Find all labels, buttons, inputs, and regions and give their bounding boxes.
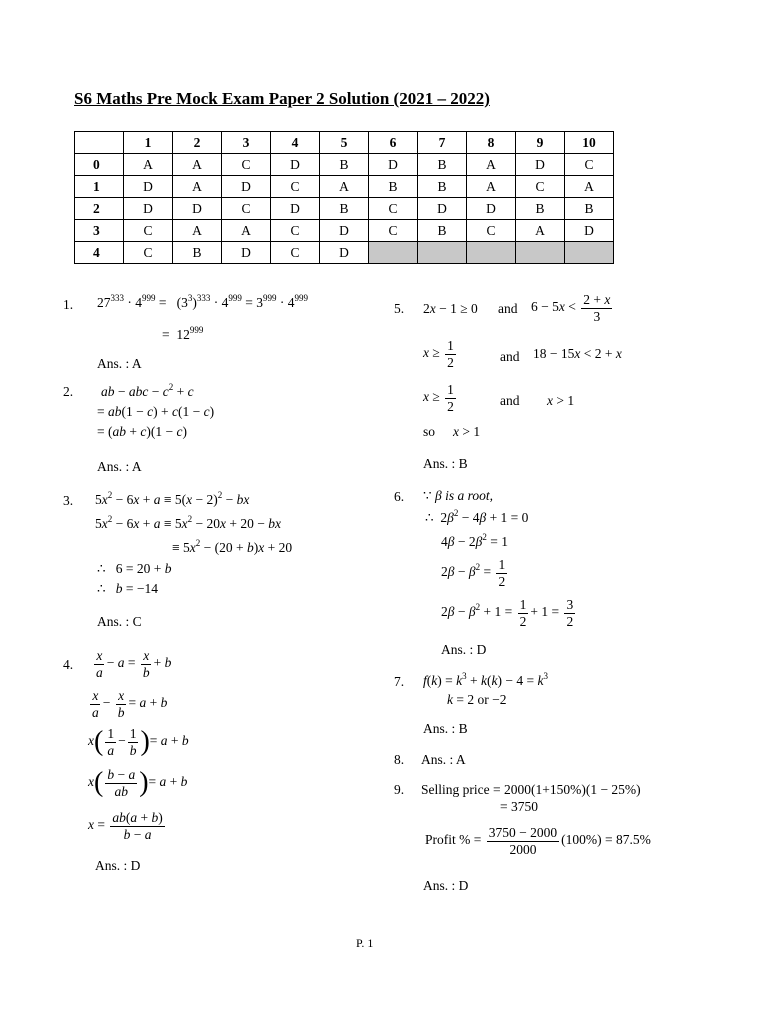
column-header: 1 [124,132,173,154]
answer-cell: D [320,242,369,264]
q5-line1b: 6 − 5x < $\frac{2 + x}{3}$ [531,292,611,324]
q5-answer: Ans. : B [423,456,468,471]
answer-cell: C [124,242,173,264]
answer-cell: D [222,176,271,198]
q7-line1: $f(k) = k^3 + k(k) - 4 = k^3$ [423,671,548,688]
q7-number: 7. [394,674,405,689]
q3-line5: ∴ b = −14 [97,581,158,596]
answer-cell: D [124,176,173,198]
answer-cell: D [369,154,418,176]
table-row [75,198,614,220]
q6-line4: $2\beta - \beta^2$ = $\frac{1}{2}$ [441,557,506,589]
q2-line3: = (ab + c)(1 − c) [97,424,187,439]
column-header: 9 [516,132,565,154]
q1-line2: = $12^{999}$ [162,325,204,342]
q6-is-root: β is a root, [434,488,493,503]
answer-cell: C [124,220,173,242]
answer-cell: C [369,198,418,220]
q9-number: 9. [394,782,405,797]
answer-cell: D [467,198,516,220]
q5-line2b: 18 − 15x < 2 + x [533,346,622,361]
q5-line3a: x ≥ $\frac{1}{2}$ [423,382,454,414]
answer-cell: D [222,242,271,264]
table-row [75,242,614,264]
q5-and-2: and [500,349,520,364]
page-title: S6 Maths Pre Mock Exam Paper 2 Solution (2021 – 2022) [74,89,490,108]
q4-line4: x( $\frac{b - a}{ab}$ )= a + b [88,767,188,799]
q4-line3: x( $\frac{1}{a}$ − $\frac{1}{b}$ )= a + b [88,726,189,758]
q5-and-1: and [498,301,518,316]
answer-cell: B [173,242,222,264]
blank-cell [516,242,565,264]
q9-selling-price: Selling price = 2000(1+150%)(1 − 25%) [421,782,641,797]
q3-line3: ≡ $5x^2 - (20 + b)x + 20$ [172,538,293,555]
answer-cell: C [222,154,271,176]
table-corner [75,132,124,154]
answer-cell: A [173,176,222,198]
answer-cell: A [222,220,271,242]
row-header: 0 [75,154,124,176]
q2-number: 2. [63,384,74,399]
blank-cell [369,242,418,264]
column-header: 3 [222,132,271,154]
q2-line2: = ab(1 − c) + c(1 − c) [97,404,215,419]
answer-cell: B [369,176,418,198]
q3-line4: ∴ 6 = 20 + b [97,561,172,576]
q8-answer: Ans. : A [421,752,466,767]
q5-so: so [423,424,436,439]
table-row [75,220,614,242]
q3-line2: $5x^2 - 6x + a \equiv 5x^2 - 20x + 20$ − bx [95,514,281,531]
q5-line4: x > 1 [453,424,481,439]
q5-and-3: and [500,393,520,408]
row-header: 1 [75,176,124,198]
column-header: 4 [271,132,320,154]
answer-cell: C [271,242,320,264]
answer-cell: D [173,198,222,220]
row-header: 2 [75,198,124,220]
q1-answer: Ans. : A [97,356,142,371]
table-row [75,154,614,176]
answer-cell: D [565,220,614,242]
q4-line1: $\frac{x}{a}$ − a = $\frac{x}{b}$ + b [96,648,172,680]
answer-cell: D [271,154,320,176]
table-row [75,176,614,198]
answer-cell: C [222,198,271,220]
answer-cell: A [467,154,516,176]
column-header: 10 [565,132,614,154]
q1-number: 1. [63,297,74,312]
q7-or: or [477,692,489,707]
row-header: 3 [75,220,124,242]
q4-number: 4. [63,657,74,672]
q3-number: 3. [63,493,74,508]
q6-line3: $4\beta - 2\beta^2 = 1$ [441,532,508,549]
answer-cell: C [369,220,418,242]
q2-answer: Ans. : A [97,459,142,474]
q6-number: 6. [394,489,405,504]
q7-answer: Ans. : B [423,721,468,736]
answer-cell: A [124,154,173,176]
answer-table [74,131,614,264]
q9-profit-label: Profit % = [425,832,482,848]
answer-cell: B [418,176,467,198]
blank-cell [565,242,614,264]
answer-cell: A [467,176,516,198]
answer-cell: D [516,154,565,176]
q6-line2: ∴ $2\beta^2 - 4\beta + 1 = 0$ [425,508,529,525]
q8-number: 8. [394,752,405,767]
answer-cell: B [320,154,369,176]
q4-line2: $\frac{x}{a}$ − $\frac{x}{b}$ = a + b [92,688,168,720]
q9-profit-line: Profit % = $\frac{3750 - 2000}{2000}$ (100%) = 87.5% [425,825,651,857]
q4-answer: Ans. : D [95,858,141,873]
answer-cell: C [271,176,320,198]
answer-cell: B [418,220,467,242]
answer-cell: D [124,198,173,220]
answer-cell: C [467,220,516,242]
column-header: 6 [369,132,418,154]
q5-line2a: x ≥ $\frac{1}{2}$ [423,338,454,370]
column-header: 5 [320,132,369,154]
q6-line1: ∵ β is a root, [423,488,493,503]
answer-cell: C [565,154,614,176]
column-header: 7 [418,132,467,154]
answer-cell: A [565,176,614,198]
blank-cell [467,242,516,264]
q5-line3b: x > 1 [547,393,575,408]
row-header: 4 [75,242,124,264]
column-header: 8 [467,132,516,154]
answer-cell: A [173,220,222,242]
column-header: 2 [173,132,222,154]
answer-cell: C [271,220,320,242]
q6-answer: Ans. : D [441,642,487,657]
answer-cell: B [516,198,565,220]
answer-cell: A [516,220,565,242]
q2-line1: ab − abc − $c^2 + c$ [101,382,194,399]
q6-line5: $2\beta - \beta^2 + 1$ = $\frac{1}{2}$ + 1 = $\frac{3}{2}$ [441,597,574,629]
answer-cell: D [271,198,320,220]
q4-line5: x = $\frac{ab(a + b)}{b - a}$ [88,810,163,842]
answer-cell: B [418,154,467,176]
q5-number: 5. [394,301,405,316]
q7-line2: k = 2 or −2 [447,692,507,707]
page-number: P. 1 [356,936,374,950]
q5-line1a: 2x − 1 ≥ 0 [423,301,478,316]
answer-cell: A [320,176,369,198]
q9-profit-tail: (100%) = 87.5% [561,832,651,848]
answer-cell: D [320,220,369,242]
q9-selling-result: = 3750 [500,799,538,814]
q3-line1: $5x^2 - 6x + a \equiv 5(x - 2)^2$ − bx [95,490,250,507]
answer-cell: C [516,176,565,198]
q3-answer: Ans. : C [97,614,142,629]
q9-answer: Ans. : D [423,878,469,893]
answer-cell: A [173,154,222,176]
q1-line1: $27^{333} \cdot 4^{999} = (3^3)^{333} \cdot 4^{999} = 3^{999} \cdot 4^{999}$ [97,293,308,310]
answer-cell: B [320,198,369,220]
blank-cell [418,242,467,264]
answer-cell: D [418,198,467,220]
answer-cell: B [565,198,614,220]
